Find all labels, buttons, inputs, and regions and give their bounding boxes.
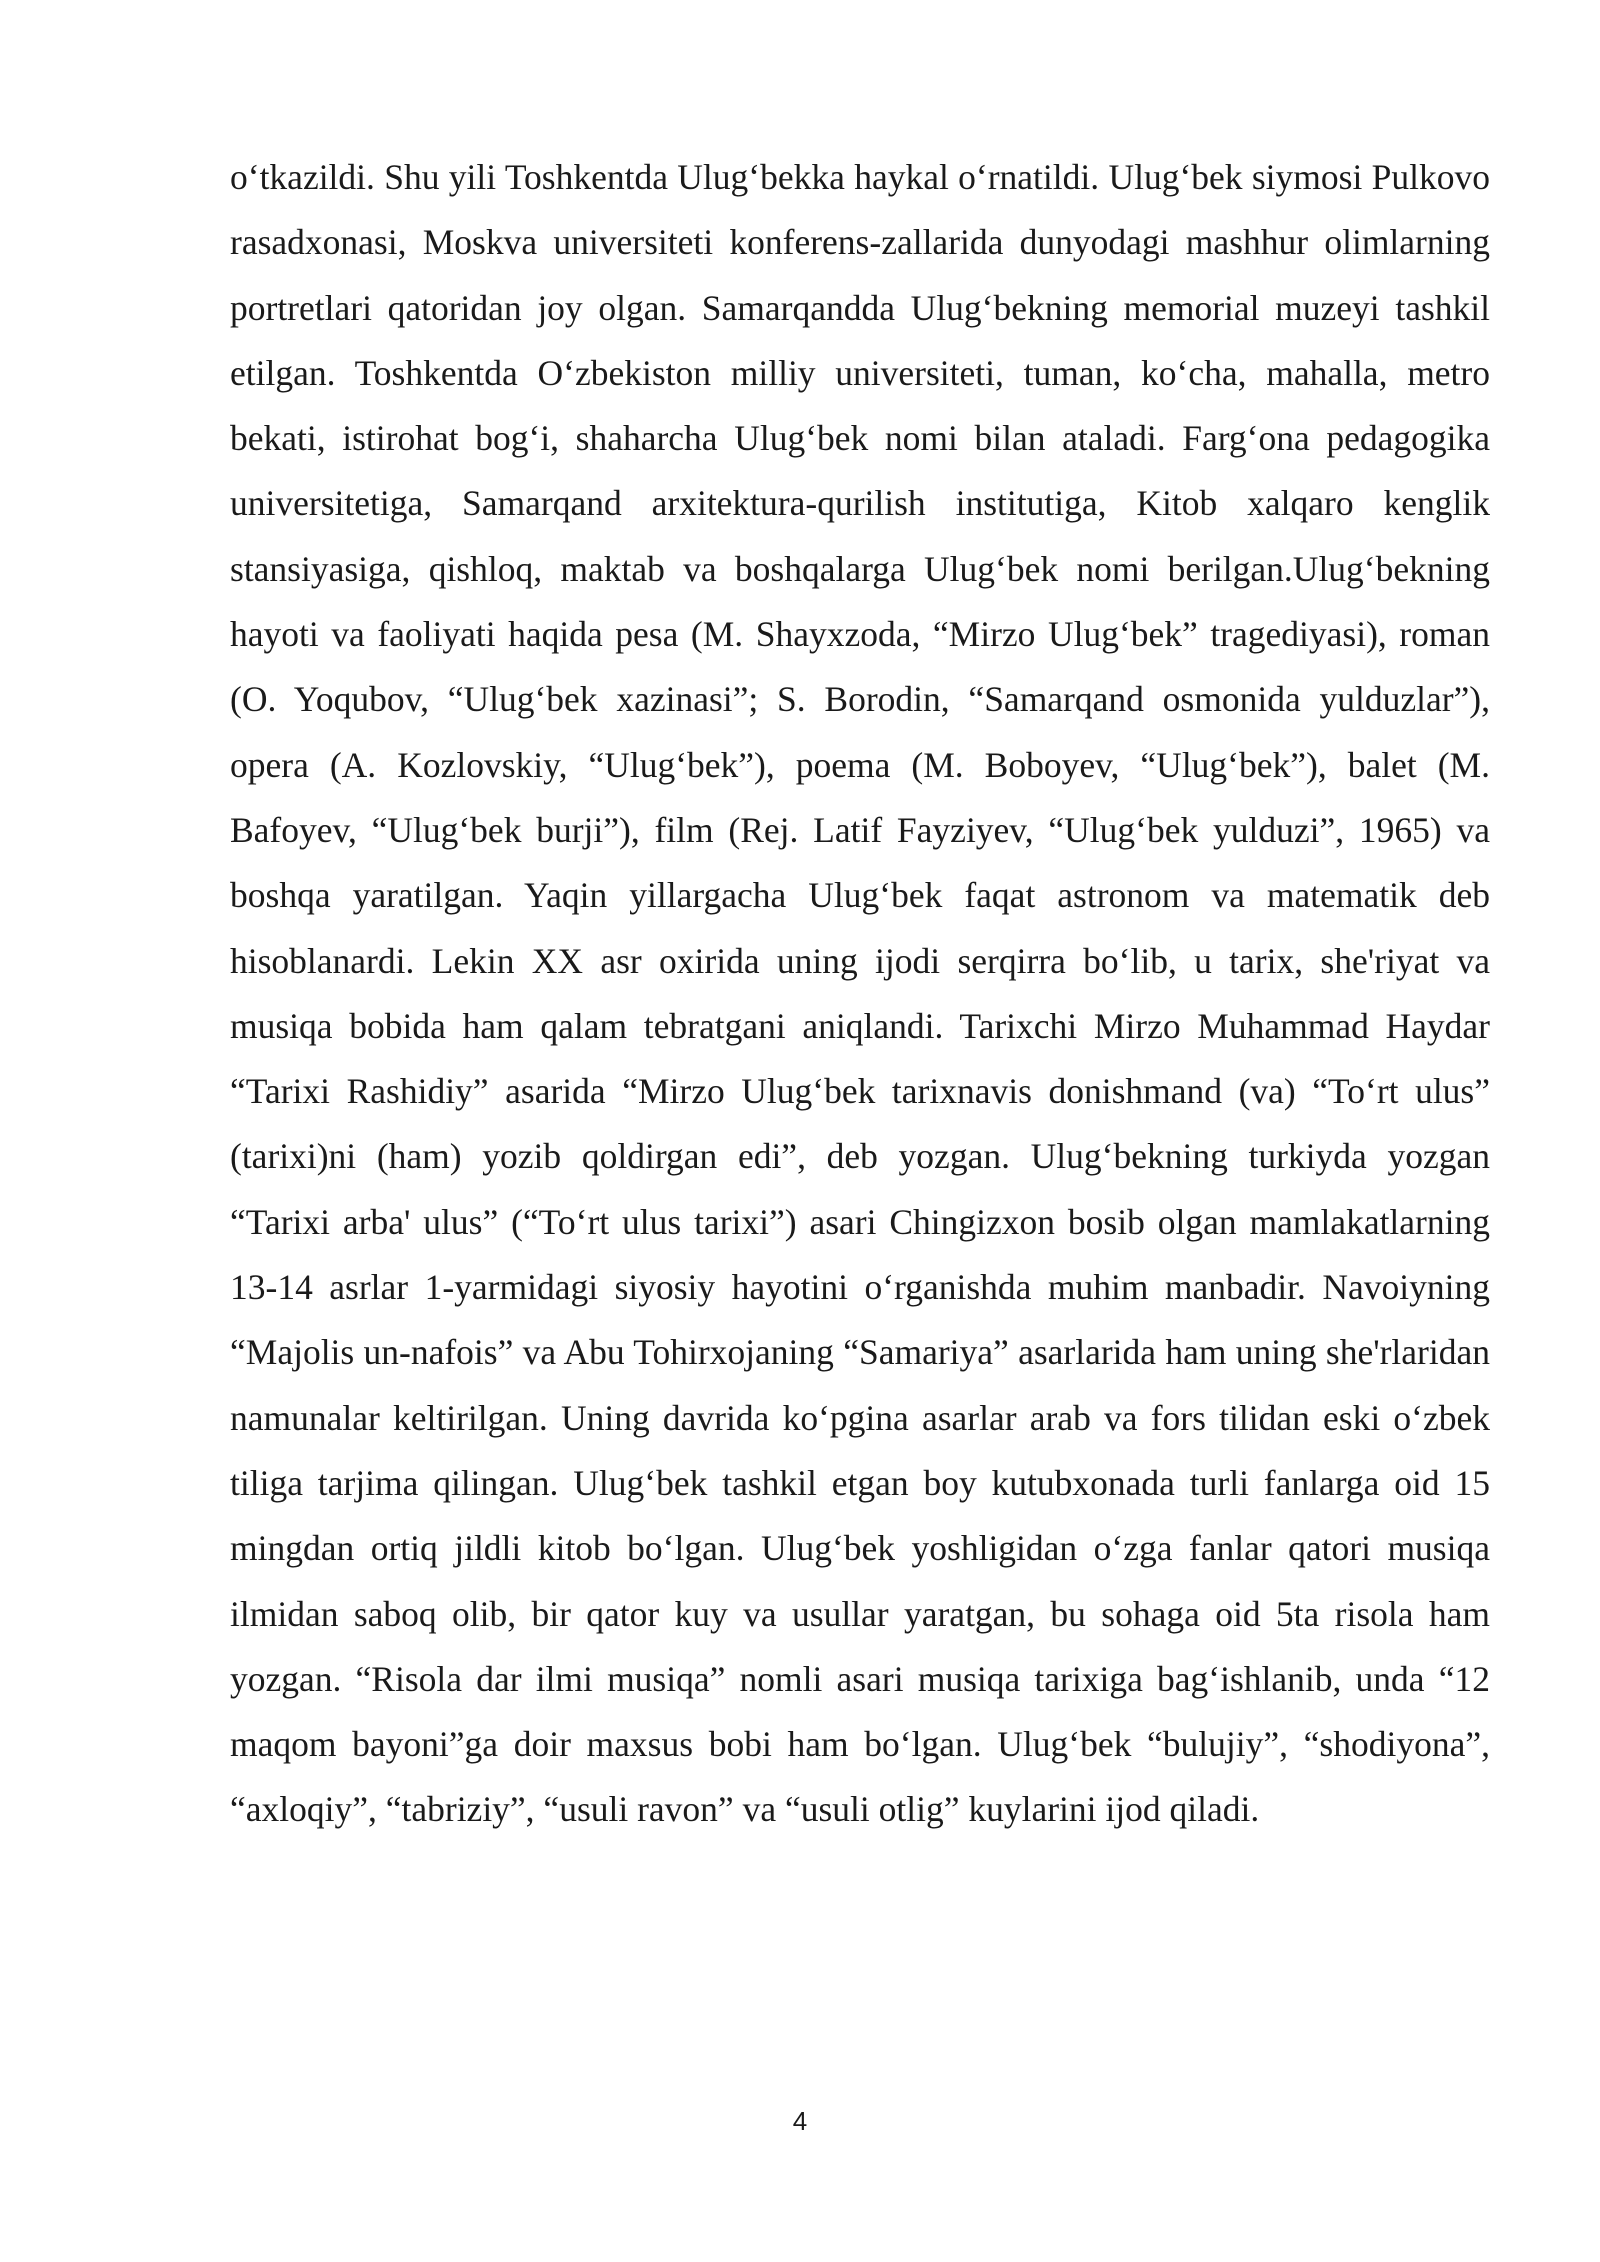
page-number: 4	[792, 2106, 808, 2136]
body-paragraph: o‘tkazildi. Shu yili Toshkentda Ulug‘bekka haykal o‘rnatildi. Ulug‘bek siymosi Pulkovo rasadxonasi, Moskva universiteti konferens-zallarida dunyodagi mashhur olimlarning portretlari qatoridan joy olgan. Samarqandda Ulug‘bekning memorial muzeyi tashkil etilgan. Toshkentda O‘zbekiston milliy universiteti, tuman, ko‘cha, mahalla, metro bekati, istirohat bog‘i, shaharcha Ulug‘bek nomi bilan ataladi. Farg‘ona pedagogika universitetiga, Samarqand arxitektura-qurilish institutiga, Kitob xalqaro kenglik stansiyasiga, qishloq, maktab va boshqalarga Ulug‘bek nomi berilgan.Ulug‘bekning hayoti va faoliyati haqida pesa (M. Shayxzoda, “Mirzo Ulug‘bek” tragediyasi), roman (O. Yoqubov, “Ulug‘bek xazinasi”; S. Borodin, “Samarqand osmonida yulduzlar”), opera (A. Kozlovskiy, “Ulug‘bek”), poema (M. Boboyev, “Ulug‘bek”), balet (M. Bafoyev, “Ulug‘bek burji”), film (Rej. Latif Fayziyev, “Ulug‘bek yulduzi”, 1965) va boshqa yaratilgan. Yaqin yillargacha Ulug‘bek faqat astronom va matematik deb hisoblanardi. Lekin XX asr oxirida uning ijodi serqirra bo‘lib, u tarix, she'riyat va musiqa bobida ham qalam tebratgani aniqlandi. Tarixchi Mirzo Muhammad Haydar “Tarixi Rashidiy” asarida “Mirzo Ulug‘bek tarixnavis donishmand (va) “To‘rt ulus” (tarixi)ni (ham) yozib qoldirgan edi”, deb yozgan. Ulug‘bekning turkiyda yozgan “Tarixi arba' ulus” (“To‘rt ulus tarixi”) asari Chingizxon bosib olgan mamlakatlarning 13-14 asrlar 1-yarmidagi siyosiy hayotini o‘rganishda muhim manbadir. Navoiyning “Majolis un-nafois” va Abu Tohirxojaning “Samariya” asarlarida ham uning she'rlaridan namunalar keltirilgan. Uning davrida ko‘pgina asarlar arab va fors tilidan eski o‘zbek tiliga tarjima qilingan. Ulug‘bek tashkil etgan boy kutubxonada turli fanlarga oid 15 mingdan ortiq jildli kitob bo‘lgan. Ulug‘bek yoshligidan o‘zga fanlar qatori musiqa ilmidan saboq olib, bir qator kuy va usullar yaratgan, bu sohaga oid 5ta risola ham yozgan. “Risola dar ilmi musiqa” nomli asari musiqa tarixiga bag‘ishlanib, unda “12 maqom bayoni”ga doir maxsus bobi ham bo‘lgan. Ulug‘bek “bulujiy”, “shodiyona”, “axloqiy”, “tabriziy”, “usuli ravon” va “usuli otlig” kuylarini ijod qiladi.	[230, 157, 1490, 1830]
